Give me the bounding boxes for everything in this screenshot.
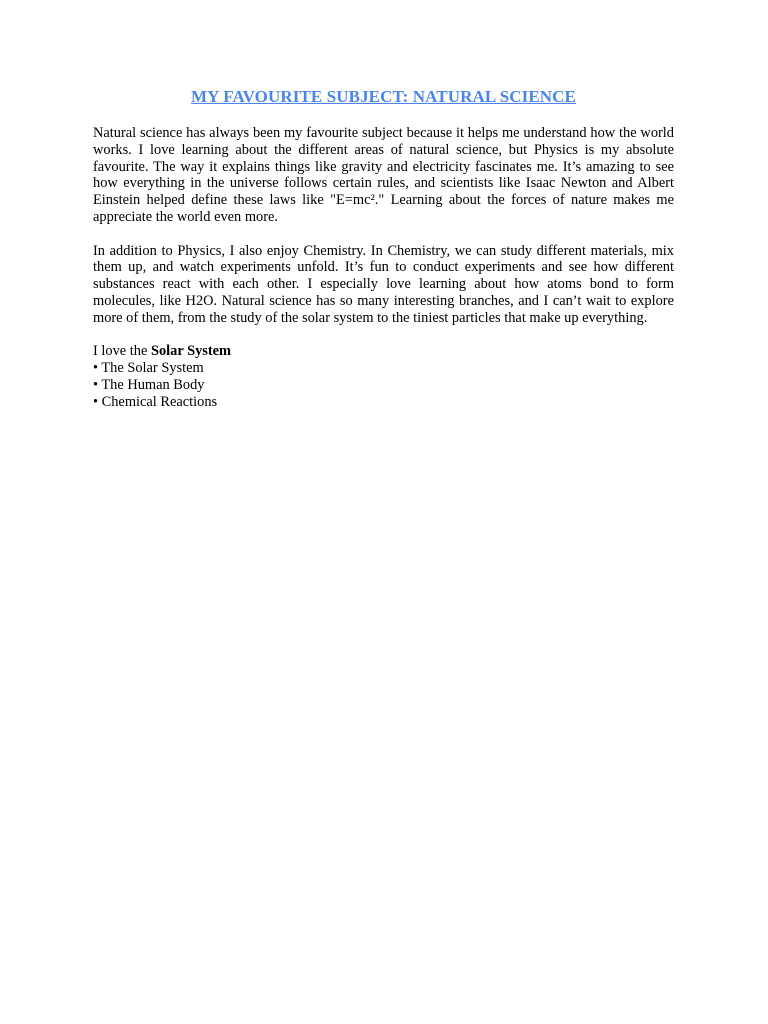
- document-title: MY FAVOURITE SUBJECT: NATURAL SCIENCE: [191, 87, 576, 106]
- list-item: • The Human Body: [93, 376, 205, 393]
- love-line: [93, 343, 674, 360]
- love-bold-text: Solar System: [150, 343, 232, 360]
- paragraph-physics: Natural science has always been my favourite subject because it helps me understand how the world works. I love learning about the different areas of natural science, but Physics is my absolute favourite. The way it explains things like gravity and electricity fascinates me. It’s amazing to see how everything in the universe follows certain rules, and scientists like Isaac Newton and Albert Einstein helped define these laws like "E=mc²." Learning about the forces of nature makes me appreciate the world even more.: [93, 125, 674, 225]
- love-prefix: I love the: [93, 343, 151, 360]
- list-item: • Chemical Reactions: [93, 393, 218, 410]
- document-page: [93, 86, 674, 411]
- paragraph-chemistry: In addition to Physics, I also enjoy Chemistry. In Chemistry, we can study different materials, mix them up, and watch experiments unfold. It’s fun to conduct experiments and see how different substances react with each other. I especially love learning about how atoms bond to form molecules, like H2O. Natural science has so many interesting branches, and I can’t wait to explore more of them, from the study of the solar system to the tiniest particles that make up everything.: [93, 242, 674, 326]
- list-item: • The Solar System: [93, 360, 204, 377]
- bullet-list: [93, 360, 674, 410]
